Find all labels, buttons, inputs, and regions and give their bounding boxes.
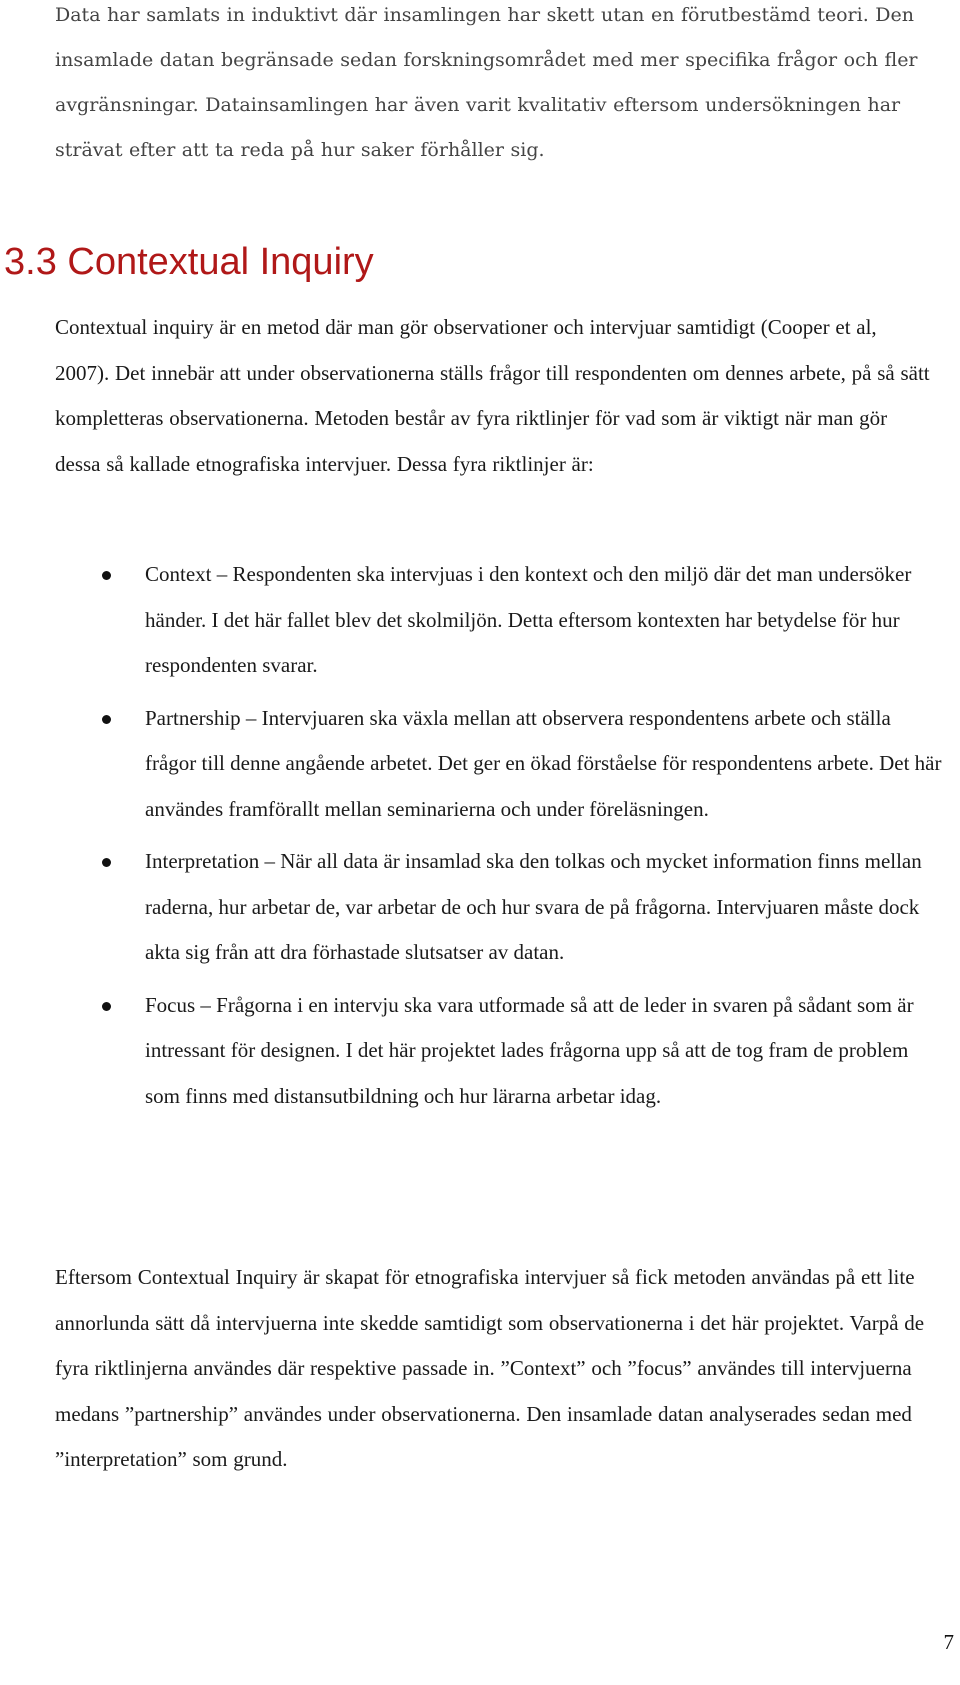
bullet-icon	[102, 858, 111, 867]
bullet-icon	[102, 571, 111, 580]
guidelines-list	[0, 552, 960, 1126]
intro-paragraph: Data har samlats in induktivt där insamlingen har skett utan en förutbestämd teori. Den insamlade datan begränsade sedan forskningsområdet med mer specifika frågor och fler avgränsningar. Datainsamlingen har även varit kvalitativ eftersom undersökningen har strävat efter att ta reda på hur saker förhåller sig.	[55, 4, 918, 161]
section-heading: 3.3 Contextual Inquiry	[4, 241, 374, 283]
list-item	[0, 839, 945, 976]
bullet-icon	[102, 715, 111, 724]
guideline-interpretation: Interpretation – När all data är insamlad ska den tolkas och mycket information finns mellan raderna, hur arbetar de, var arbetar de och hur svara de på frågorna. Intervjuaren måste dock akta sig från att dra förhastade slutsatser av datan.	[145, 849, 922, 964]
list-item	[0, 696, 945, 833]
paragraph-method-application: Eftersom Contextual Inquiry är skapat för etnografiska intervjuer så fick metoden användas på ett lite annorlunda sätt då intervjuerna inte skedde samtidigt som observationerna i det här projektet. Varpå de fyra riktlinjerna användes där respektive passade in. ”Context” och ”focus” användes till intervjuerna medans ”partnership” användes under observationerna. Den insamlade datan analyserades sedan med ”interpretation” som grund.	[55, 1265, 925, 1471]
list-item	[0, 552, 945, 689]
guideline-context: Context – Respondenten ska intervjuas i den kontext och den miljö där det man undersöker händer. I det här fallet blev det skolmiljön. Detta eftersom kontexten har betydelse för hur respondenten svarar.	[145, 562, 912, 677]
paragraph-contextual-inquiry: Contextual inquiry är en metod där man gör observationer och intervjuar samtidigt (Cooper et al, 2007). Det innebär att under observationerna ställs frågor till respondenten om dennes arbete, på så sätt kompletteras observationerna. Metoden består av fyra riktlinjer för vad som är viktigt när man gör dessa så kallade etnografiska intervjuer. Dessa fyra riktlinjer är:	[55, 315, 930, 476]
bullet-icon	[102, 1002, 111, 1011]
guideline-partnership: Partnership – Intervjuaren ska växla mellan att observera respondentens arbete och ställa frågor till denne angående arbetet. Det ger en ökad förståelse för respondentens arbete. Det här användes framförallt mellan seminarierna och under föreläsningen.	[145, 705, 942, 821]
page-number: 7	[943, 1630, 954, 1654]
guideline-focus: Focus – Frågorna i en intervju ska vara utformade så att de leder in svaren på sådant som är intressant för designen. I det här projektet lades frågorna upp så att de tog fram de problem som finns med distansutbildning och hur lärarna arbetar idag.	[145, 992, 914, 1108]
list-item	[0, 983, 945, 1120]
